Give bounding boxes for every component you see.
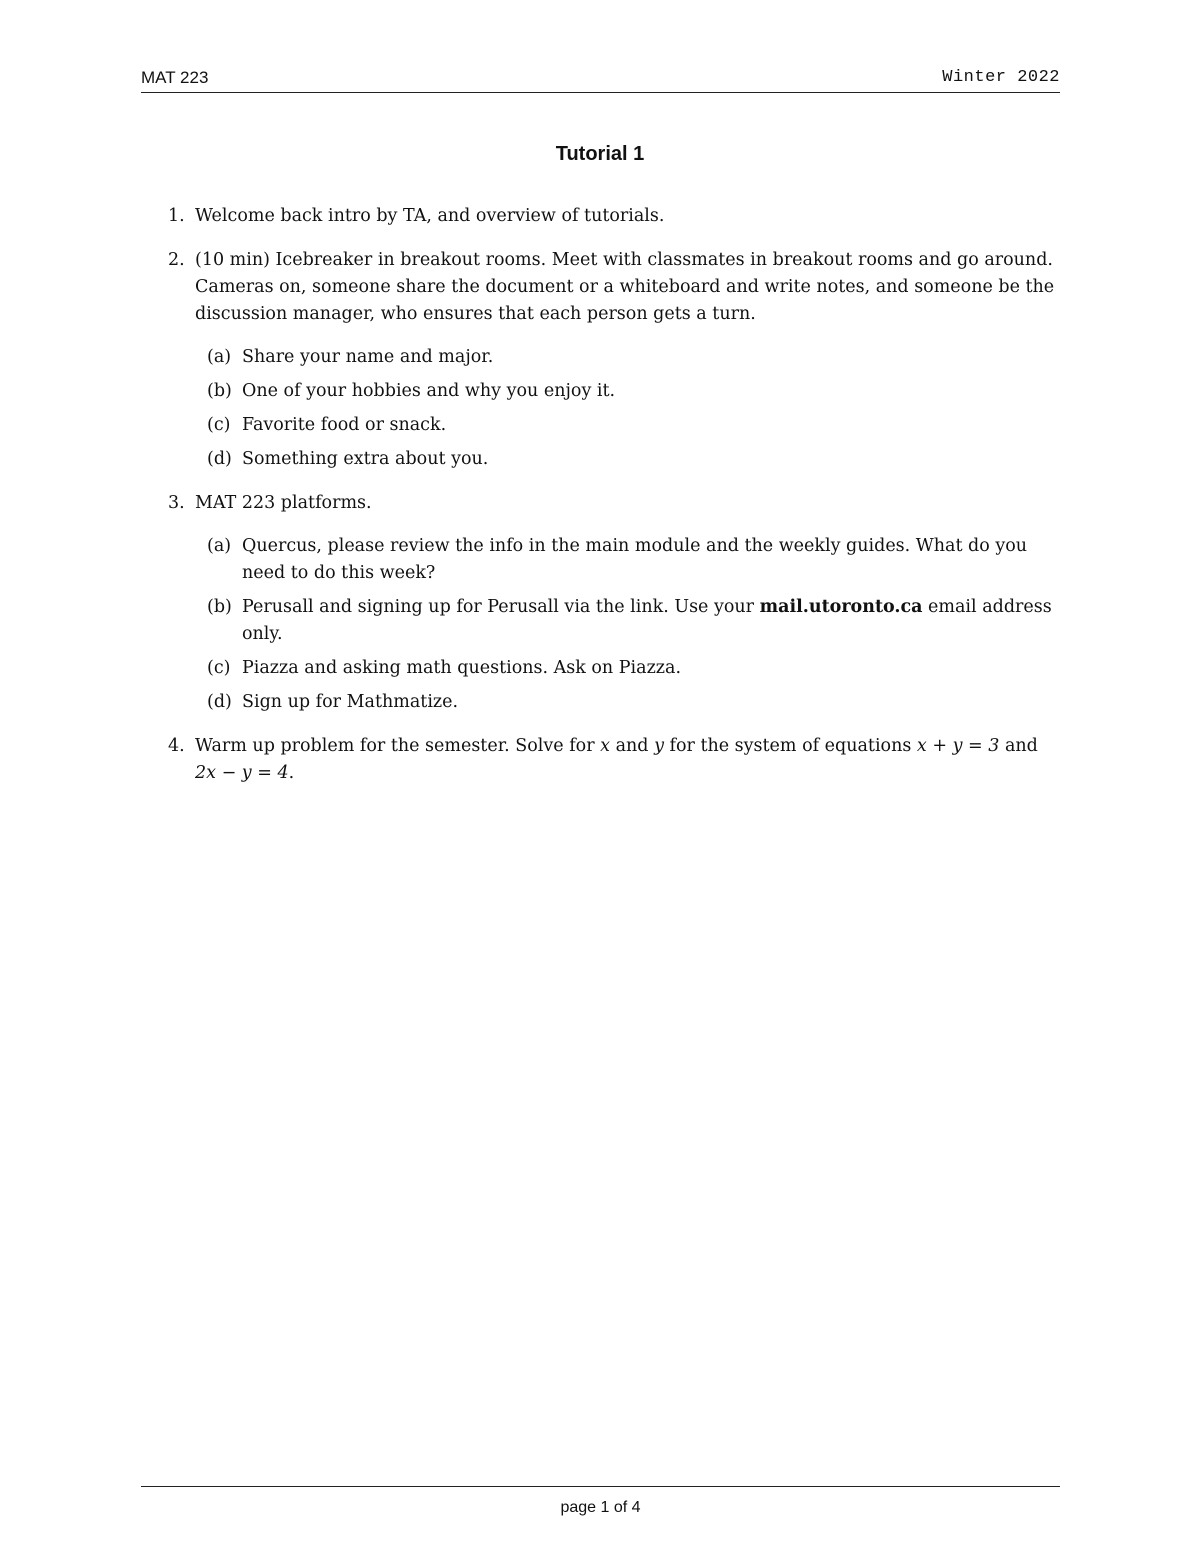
math-variable-y: y: [654, 736, 664, 756]
sub-item-list: [195, 344, 1056, 473]
sub-list-item: [195, 594, 1056, 648]
list-item: [141, 247, 1056, 473]
sub-list-item: [195, 689, 1056, 716]
item-text: (10 min) Icebreaker in breakout rooms. Meet with classmates in breakout rooms and go around. Cameras on, someone share the document or a whiteboard and write notes, and someone be the discussion manager, who ensures that each person gets a turn.: [195, 250, 1055, 324]
sub-item-label: (d): [207, 449, 232, 469]
item-number: 3.: [168, 493, 185, 513]
course-code: MAT 223: [141, 68, 209, 87]
equation-2: 2x − y = 4: [195, 763, 289, 783]
sub-item-label: (d): [207, 692, 232, 712]
item-text: and: [610, 736, 655, 756]
item-text: for the system of equations: [663, 736, 917, 756]
sub-item-label: (b): [207, 381, 232, 401]
equation-1: x + y = 3: [916, 736, 1000, 756]
sub-item-text: One of your hobbies and why you enjoy it.: [242, 381, 616, 401]
item-number: 1.: [168, 206, 185, 226]
sub-item-text: Quercus, please review the info in the main module and the weekly guides. What do you need to do this week?: [242, 536, 1028, 583]
item-number: 2.: [168, 250, 185, 270]
sub-item-label: (c): [207, 415, 231, 435]
sub-item-text: Piazza and asking math questions. Ask on Piazza.: [242, 658, 682, 678]
term-label: Winter 2022: [942, 68, 1060, 87]
page-footer: [141, 1486, 1060, 1517]
list-item: [141, 490, 1056, 716]
page-title: Tutorial 1: [555, 143, 645, 165]
item-text: .: [288, 763, 295, 783]
tutorial-item-list: [141, 203, 1056, 787]
sub-list-item: [195, 446, 1056, 473]
item-number: 4.: [168, 736, 185, 756]
page-number: page 1 of 4: [560, 1499, 641, 1516]
sub-item-text: Share your name and major.: [242, 347, 494, 367]
item-text: Warm up problem for the semester. Solve for: [195, 736, 601, 756]
sub-item-text: Something extra about you.: [242, 449, 489, 469]
sub-item-text-before: Perusall and signing up for Perusall via the link. Use your: [242, 597, 760, 617]
sub-list-item: [195, 412, 1056, 439]
email-domain: mail.utoronto.ca: [759, 597, 923, 617]
sub-list-item: [195, 344, 1056, 371]
sub-item-label: (a): [207, 536, 232, 556]
sub-item-text-after: email address only.: [242, 597, 1052, 644]
document-body: [141, 203, 1056, 804]
item-text: Welcome back intro by TA, and overview of tutorials.: [195, 206, 665, 226]
item-text: MAT 223 platforms.: [195, 493, 372, 513]
sub-item-label: (b): [207, 597, 232, 617]
sub-item-text: Favorite food or snack.: [242, 415, 447, 435]
sub-item-label: (a): [207, 347, 232, 367]
sub-list-item: [195, 655, 1056, 682]
sub-item-list: [195, 533, 1056, 716]
sub-item-label: (c): [207, 658, 231, 678]
sub-list-item: [195, 533, 1056, 587]
item-text: and: [999, 736, 1038, 756]
list-item: [141, 733, 1056, 787]
math-variable-x: x: [600, 736, 611, 756]
sub-item-text: Sign up for Mathmatize.: [242, 692, 459, 712]
page-header: [141, 66, 1060, 93]
sub-list-item: [195, 378, 1056, 405]
list-item: [141, 203, 1056, 230]
